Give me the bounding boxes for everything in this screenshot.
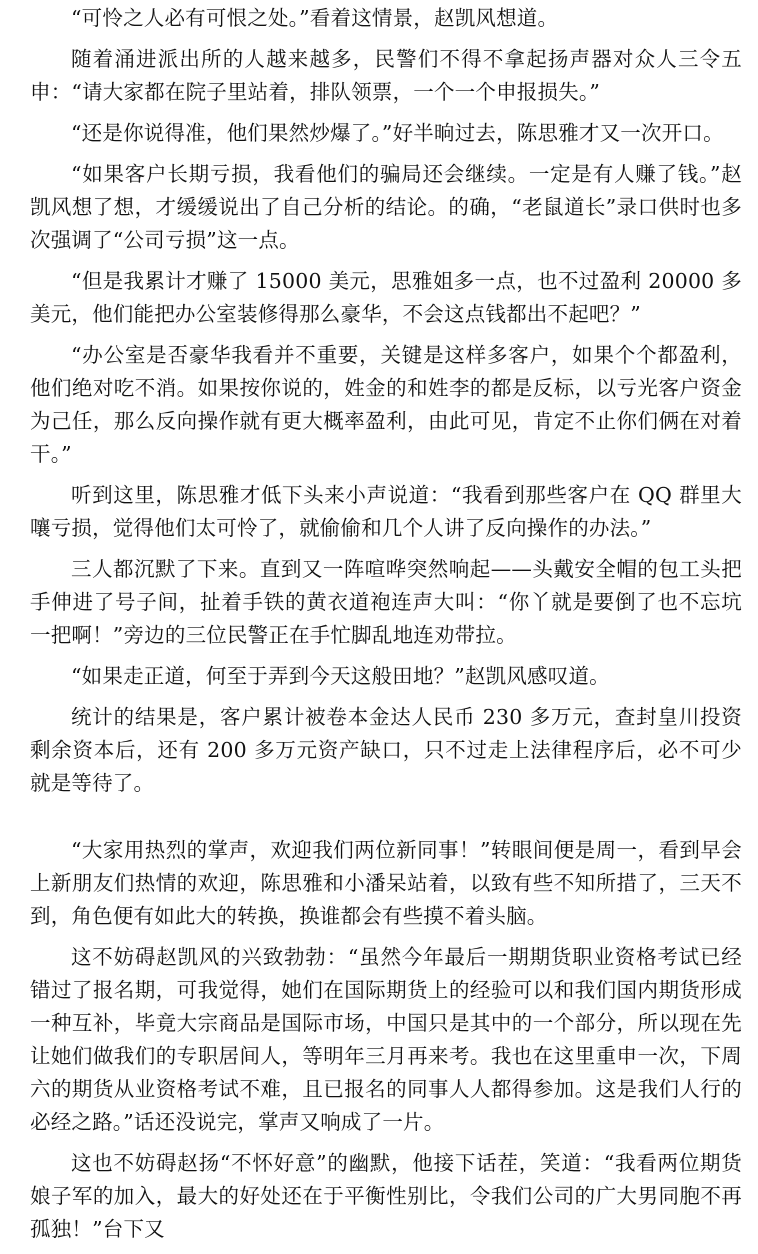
paragraph: 三人都沉默了下来。直到又一阵喧哗突然响起——头戴安全帽的包工头把手伸进了号子间，扯着手铁的黄衣道袍连声大叫：“你丫就是要倒了也不忘坑一把啊！”旁边的三位民警正在手忙脚乱地连劝带拉。 <box>30 557 742 647</box>
document-page <box>30 2 742 1254</box>
paragraph: “还是你说得准，他们果然炒爆了。”好半晌过去，陈思雅才又一次开口。 <box>71 121 724 145</box>
section-break <box>30 808 742 834</box>
paragraph: “但是我累计才赚了 15000 美元，思雅姐多一点，也不过盈利 20000 多美元，他们能把办公室装修得那么豪华，不会这点钱都出不起吧？” <box>30 269 742 326</box>
paragraph: 随着涌进派出所的人越来越多，民警们不得不拿起扬声器对众人三令五申：“请大家都在院子里站着，排队领票，一个一个申报损失。” <box>30 47 742 104</box>
paragraph: “如果客户长期亏损，我看他们的骗局还会继续。一定是有人赚了钱。”赵凯风想了想，才缓缓说出了自己分析的结论。的确，“老鼠道长”录口供时也多次强调了“公司亏损”这一点。 <box>30 162 742 252</box>
paragraph: 这不妨碍赵凯风的兴致勃勃：“虽然今年最后一期期货职业资格考试已经错过了报名期，可我觉得，她们在国际期货上的经验可以和我们国内期货形成一种互补，毕竟大宗商品是国际市场，中国只是其中的一个部分，所以现在先让她们做我们的专职居间人，等明年三月再来考。我也在这里重申一次，下周六的期货从业资格考试不难，且已报名的同事人人都得参加。这是我们人行的必经之路。”话还没说完，掌声又响成了一片。 <box>30 945 742 1134</box>
paragraph: 统计的结果是，客户累计被卷本金达人民币 230 多万元，查封皇川投资剩余资本后，还有 200 多万元资产缺口，只不过走上法律程序后，必不可少就是等待了。 <box>30 705 742 795</box>
paragraph: “大家用热烈的掌声，欢迎我们两位新同事！”转眼间便是周一，看到早会上新朋友们热情的欢迎，陈思雅和小潘呆站着，以致有些不知所措了，三天不到，角色便有如此大的转换，换谁都会有些摸不着头脑。 <box>30 838 742 928</box>
paragraph: 听到这里，陈思雅才低下头来小声说道：“我看到那些客户在 QQ 群里大嚷亏损，觉得他们太可怜了，就偷偷和几个人讲了反向操作的办法。” <box>30 483 742 540</box>
paragraph: “如果走正道，何至于弄到今天这般田地？”赵凯风感叹道。 <box>71 664 610 688</box>
paragraph: “办公室是否豪华我看并不重要，关键是这样多客户，如果个个都盈利，他们绝对吃不消。如果按你说的，姓金的和姓李的都是反标，以亏光客户资金为己任，那么反向操作就有更大概率盈利，由此可见，肯定不止你们俩在对着干。” <box>30 343 742 466</box>
paragraph: “可怜之人必有可恨之处。”看着这情景，赵凯风想道。 <box>71 6 559 30</box>
paragraph: 这也不妨碍赵扬“不怀好意”的幽默，他接下话茬，笑道：“我看两位期货娘子军的加入，最大的好处还在于平衡性别比，令我们公司的广大男同胞不再孤独！”台下又 <box>30 1151 742 1241</box>
